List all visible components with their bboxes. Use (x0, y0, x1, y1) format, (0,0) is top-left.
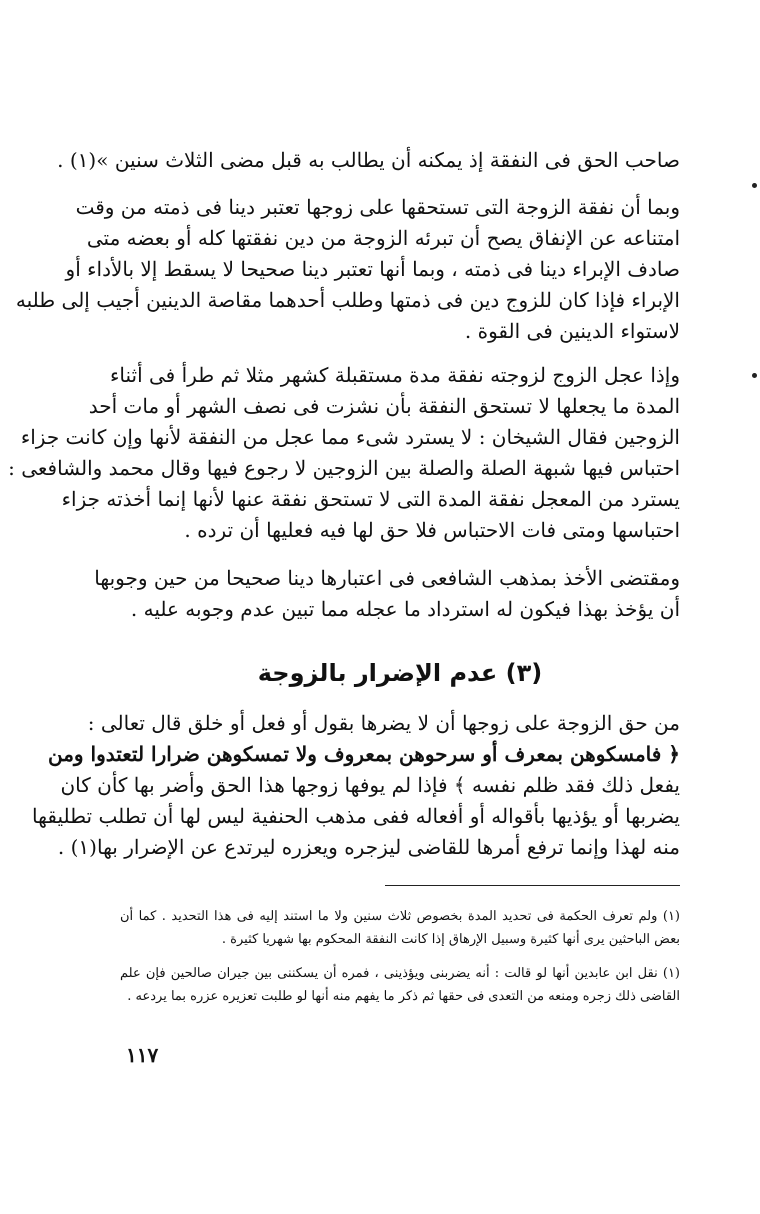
text-line: من حق الزوجة على زوجها أن لا يضرها بقول أو فعل أو خلق قال تعالى : (87, 711, 680, 735)
section-heading: (٣) عدم الإضرار بالزوجة (257, 659, 543, 687)
margin-mark (752, 373, 757, 378)
text-line: أن يؤخذ بهذا فيكون له استرداد ما عجله مما تبين عدم وجوبه عليه . (130, 597, 680, 621)
footnote-1 (120, 905, 680, 951)
quran-verse-line: ﴿ فامسكوهن بمعرف أو سرحوهن بمعروف ولا تمسكوهن ضرارا لتعتدوا ومن (47, 742, 680, 766)
text-line: صادف الإبراء دينا فى ذمته ، وبما أنها تعتبر دينا صحيحا لا يسقط إلا بالأداء أو (65, 257, 680, 281)
paragraph-4 (94, 563, 680, 625)
footnote-line: (١) نقل ابن عابدين أنها لو قالت : أنه يضربنى ويؤذينى ، فمره أن يسكننى بين جيران صالحين فإن علم (120, 966, 680, 981)
section-paragraph (32, 708, 680, 863)
text-line: الإبراء فإذا كان للزوج دين فى ذمتها وطلب أحدهما مقاصة الدينين أجيب إلى طلبه (15, 288, 680, 312)
page-number: ١١٧ (126, 1043, 159, 1067)
margin-mark (752, 183, 757, 188)
text-line: الزوجين فقال الشيخان : لا يسترد شىء مما عجل من النفقة لأنها وإن كانت جزاء (20, 425, 680, 449)
paragraph-2 (15, 192, 680, 347)
text-line: ومقتضى الأخذ بمذهب الشافعى فى اعتبارها دينا صحيحا من حين وجوبها (94, 566, 680, 590)
footnote-line: بعض الباحثين يرى أنها كثيرة وسبيل الإرهاق إذا كانت النفقة المحكوم بها شهريا كثيرة . (221, 932, 680, 947)
paragraph-1 (57, 145, 680, 176)
text-line: يسترد من المعجل نفقة المدة التى لا تستحق نفقة عنها لأنها إنما أخذته جزاء (61, 487, 680, 511)
text-line: وبما أن نفقة الزوجة التى تستحقها على زوجها تعتبر دينا فى ذمته من وقت (75, 195, 680, 219)
footnote-line: (١) ولم تعرف الحكمة فى تحديد المدة بخصوص ثلاث سنين ولا ما استند إليه فى هذا التحديد . كما أن (120, 909, 680, 924)
text-line: يضربها أو يؤذيها بأقواله أو أفعاله ففى مذهب الحنفية ليس لها أن تطلب تطليقها (32, 804, 680, 828)
footnote-2 (120, 962, 680, 1008)
text-line: المدة ما يجعلها لا تستحق النفقة بأن نشزت فى نصف الشهر أو مات أحد (88, 394, 680, 418)
text-line: وإذا عجل الزوج لزوجته نفقة مدة مستقبلة كشهر مثلا ثم طرأ فى أثناء (110, 363, 680, 387)
footnote-line: القاضى ذلك زجره ومنعه من التعدى فى حقها ثم ذكر ما يفهم منه أنها لو طلبت تعزيره عزره بما يردعه . (127, 989, 680, 1004)
text-line: منه لهذا وإنما ترفع أمرها للقاضى ليزجره ويعزره ليرتدع عن الإضرار بها(١) . (57, 835, 680, 859)
text-line: احتباسها ومتى فات الاحتباس فلا حق لها فيه فعليها أن ترده . (184, 518, 680, 542)
text-line: يفعل ذلك فقد ظلم نفسه ﴾ فإذا لم يوفها زوجها هذا الحق وأضر بها كأن كان (60, 773, 680, 797)
text-line: صاحب الحق فى النفقة إذ يمكنه أن يطالب به قبل مضى الثلاث سنين »(١) . (57, 148, 680, 172)
text-line: احتباس فيها شبهة الصلة والصلة بين الزوجين لا رجوع فيها وقال محمد والشافعى : (8, 456, 680, 480)
footnote-divider (385, 885, 680, 886)
text-line: لاستواء الدينين فى القوة . (464, 319, 680, 343)
text-line: امتناعه عن الإنفاق يصح أن تبرئه الزوجة من دين نفقتها كله أو بعضه متى (86, 226, 680, 250)
paragraph-3 (8, 360, 680, 546)
